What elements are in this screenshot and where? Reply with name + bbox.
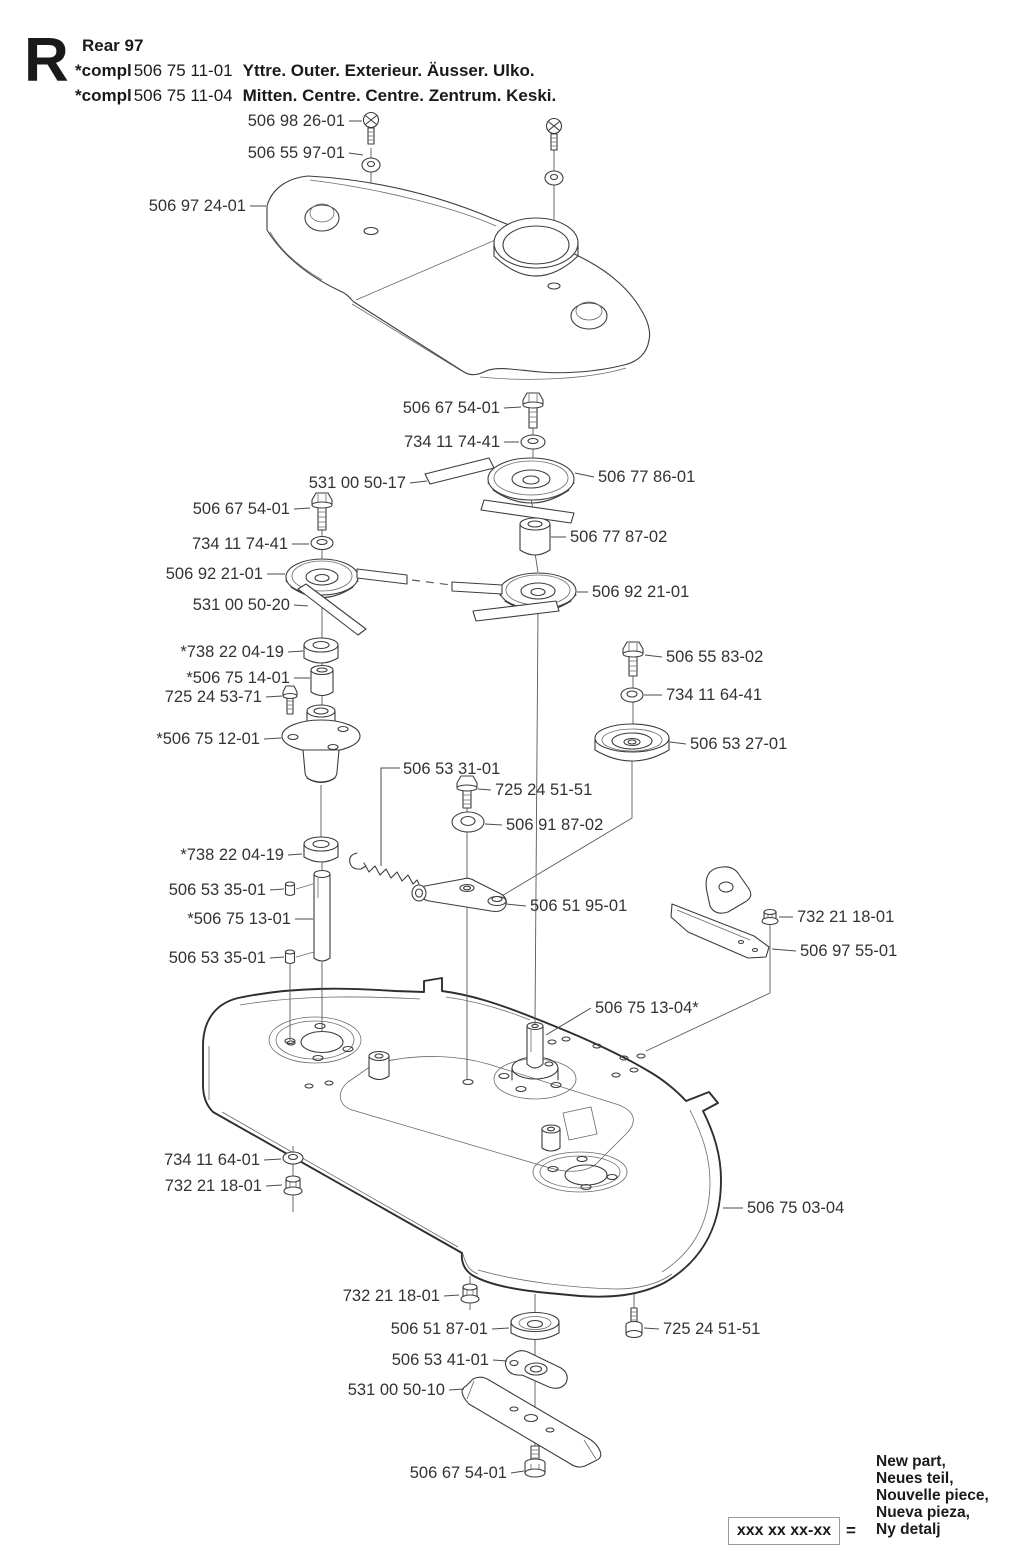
part-label: 506 53 31-01: [403, 760, 501, 778]
part-label: 725 24 51-51: [663, 1320, 761, 1338]
leader-line: [266, 1185, 282, 1186]
part-label: *738 22 04-19: [180, 643, 284, 661]
phillips-screw-icon: [547, 119, 562, 151]
compl-prefix: *compl: [75, 86, 132, 105]
legend-line: Nueva pieza,: [876, 1504, 970, 1521]
leader-line: [294, 605, 308, 606]
leader-line: [644, 1328, 659, 1329]
part-label: 506 51 87-01: [390, 1320, 488, 1338]
leader-line: [575, 473, 594, 477]
washer-icon: [362, 158, 380, 172]
legend-line: New part,: [876, 1453, 946, 1470]
compl-part-number: 506 75 11-01: [133, 61, 233, 80]
part-label: *506 75 12-01: [156, 730, 260, 748]
leader-line: [264, 1159, 281, 1160]
leader-line: [493, 1360, 507, 1361]
leader-line: [270, 957, 284, 958]
part-label: 506 53 35-01: [168, 949, 266, 967]
leader-line: [504, 407, 521, 408]
left-spindle-stack-drawing: [282, 493, 407, 964]
part-label: 725 24 53-71: [164, 688, 262, 706]
part-label: 506 92 21-01: [165, 565, 263, 583]
compl-description: Mitten. Centre. Centre. Zentrum. Keski.: [242, 86, 557, 105]
part-label: 734 11 64-41: [666, 686, 763, 704]
part-label: 506 53 35-01: [168, 881, 266, 899]
part-label: 506 91 87-02: [506, 816, 604, 834]
part-label: 506 97 55-01: [800, 942, 898, 960]
leader-line: [449, 1389, 464, 1390]
compl-description: Yttre. Outer. Exterieur. Äusser. Ulko.: [242, 61, 535, 80]
washer-icon: [545, 171, 563, 185]
leader-line: [270, 889, 284, 890]
page-title: Rear 97: [82, 36, 144, 55]
leader-line: [511, 1471, 524, 1473]
centre-pulley-stack-drawing: [425, 393, 576, 621]
leader-line: [506, 904, 526, 906]
part-label: 531 00 50-17: [308, 474, 406, 492]
part-label: 506 67 54-01: [409, 1464, 507, 1482]
new-part-legend: [876, 1453, 989, 1538]
leader-line: [485, 824, 502, 825]
part-label: 531 00 50-10: [347, 1381, 445, 1399]
idler-group-drawing: [350, 642, 669, 912]
leader-line: [410, 481, 427, 483]
leader-line: [381, 768, 400, 866]
part-label: 506 67 54-01: [192, 500, 290, 518]
part-label: 506 77 86-01: [598, 468, 696, 486]
compl-prefix: *compl: [75, 61, 132, 80]
phillips-screw-icon: [364, 113, 379, 145]
leader-line: [772, 949, 796, 951]
part-label: 506 67 54-01: [402, 399, 500, 417]
section-letter: R: [24, 26, 69, 95]
part-label: *506 75 14-01: [186, 669, 290, 687]
part-label: 506 55 83-02: [666, 648, 764, 666]
part-label: 506 75 13-04*: [595, 999, 699, 1017]
part-label: 506 55 97-01: [247, 144, 345, 162]
part-label: 531 00 50-20: [192, 596, 290, 614]
part-label: 506 92 21-01: [592, 583, 690, 601]
part-label: *506 75 13-01: [187, 910, 291, 928]
part-label: 732 21 18-01: [342, 1287, 440, 1305]
leader-line: [288, 651, 303, 652]
leader-line: [349, 153, 363, 155]
leader-line: [266, 696, 282, 697]
part-label: 734 11 74-41: [191, 535, 288, 553]
top-screws-drawing: [362, 113, 563, 186]
part-label: 732 21 18-01: [797, 908, 895, 926]
part-label: *738 22 04-19: [180, 846, 284, 864]
leader-line: [294, 508, 310, 509]
legend-line: Nouvelle piece,: [876, 1487, 989, 1504]
part-number-pattern: xxx xx xx-xx: [736, 1522, 832, 1539]
part-label: 506 75 03-04: [747, 1199, 845, 1217]
top-cover-plate-drawing: [267, 176, 650, 379]
part-label: 506 53 41-01: [391, 1351, 489, 1369]
part-label: 725 24 51-51: [495, 781, 593, 799]
legend-line: Neues teil,: [876, 1470, 954, 1487]
mower-deck-drawing: [203, 978, 721, 1297]
leader-line: [264, 738, 281, 739]
legend-line: Ny detalj: [876, 1521, 941, 1538]
part-label: 506 98 26-01: [247, 112, 345, 130]
leader-line: [288, 854, 302, 855]
part-label: 506 97 24-01: [148, 197, 246, 215]
leader-line: [492, 1328, 509, 1329]
rear-bracket-drawing: [671, 867, 778, 958]
part-number-pattern-box: [728, 1517, 840, 1545]
part-label: 506 53 27-01: [690, 735, 788, 753]
leader-line: [670, 742, 686, 744]
leader-line: [645, 655, 662, 657]
leader-line: [546, 1008, 591, 1035]
compl-part-number: 506 75 11-04: [133, 86, 233, 105]
part-label: 734 11 64-01: [163, 1151, 260, 1169]
part-label: 734 11 74-41: [403, 433, 500, 451]
part-label: 506 77 87-02: [570, 528, 668, 546]
leader-line: [444, 1295, 459, 1296]
part-label: 732 21 18-01: [164, 1177, 262, 1195]
part-label: 506 51 95-01: [530, 897, 628, 915]
equals-sign: =: [846, 1521, 856, 1540]
leader-line: [478, 789, 491, 790]
